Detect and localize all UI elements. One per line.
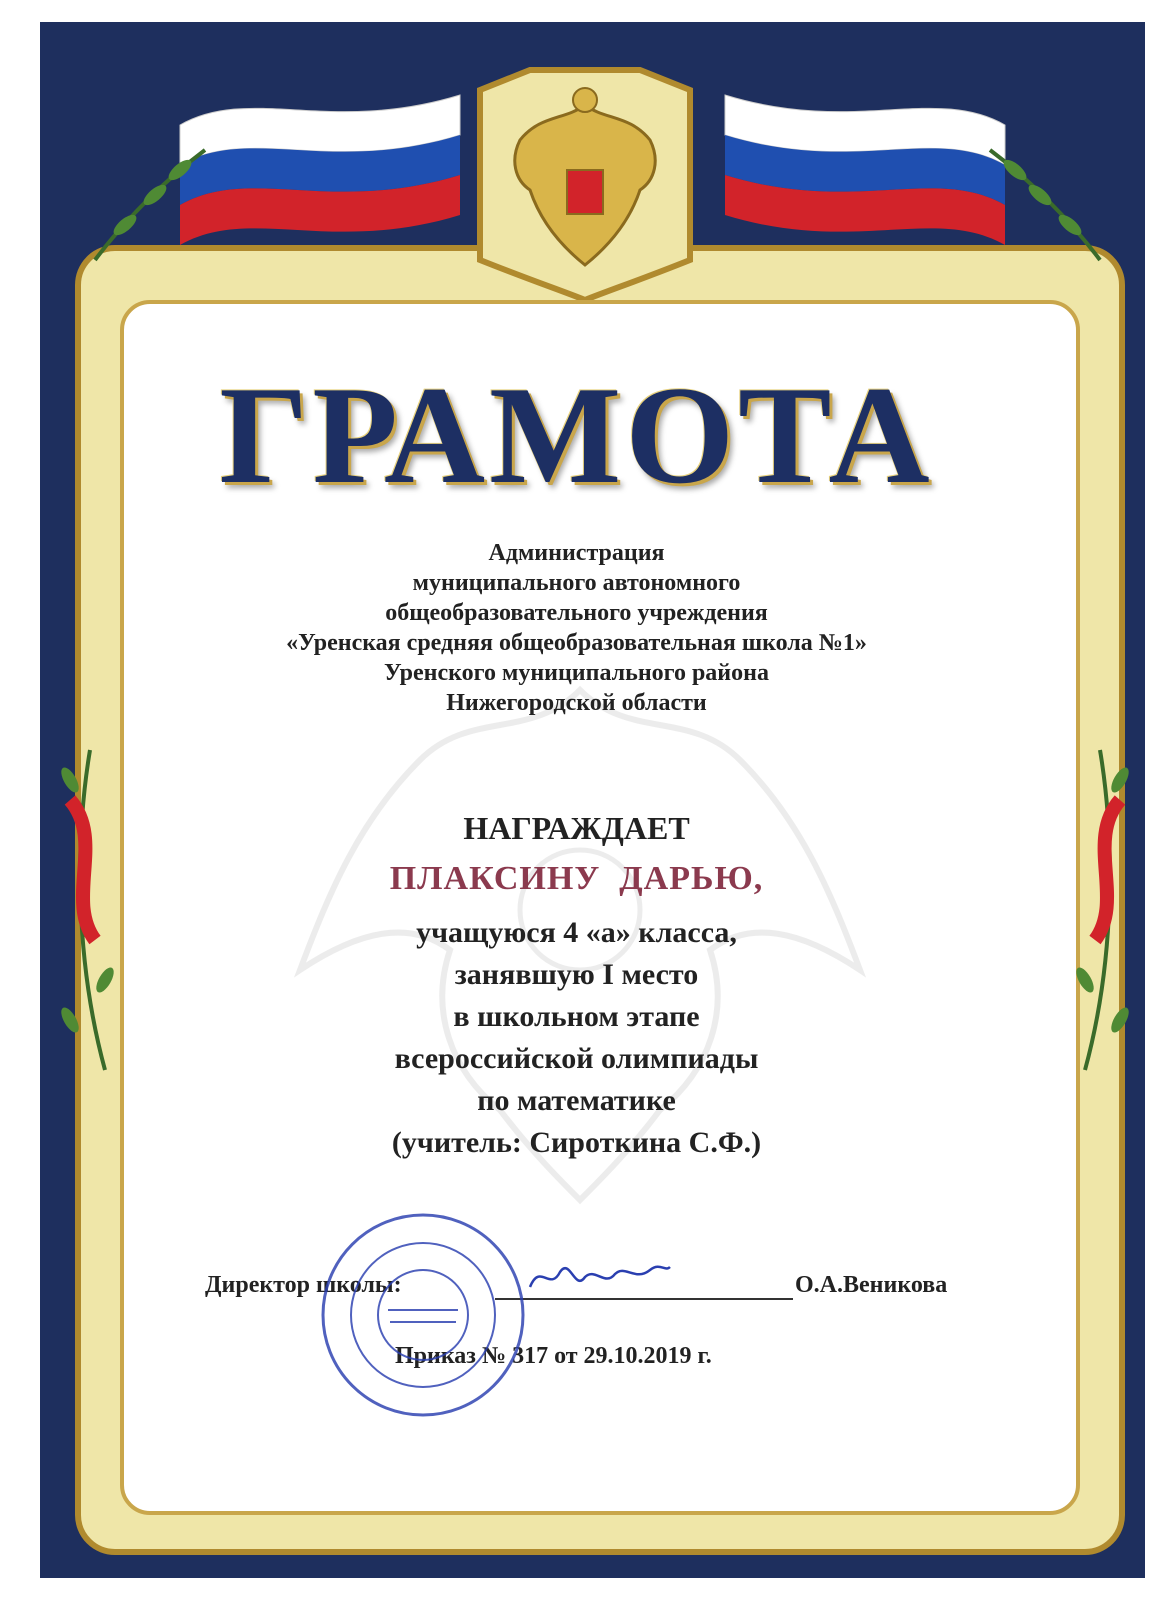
award-details xyxy=(0,912,1153,1164)
russian-flag-icon xyxy=(715,75,1015,255)
detail-line: всероссийской олимпиады xyxy=(394,1042,759,1075)
org-line: Уренского муниципального района xyxy=(384,660,769,686)
awards-label: НАГРАЖДАЕТ xyxy=(463,810,690,846)
org-line: муниципального автономного xyxy=(412,570,741,596)
detail-line: учащуюся 4 «а» класса, xyxy=(416,916,737,949)
signature-icon xyxy=(525,1252,675,1302)
org-line: Администрация xyxy=(488,540,665,566)
laurel-branch-icon xyxy=(85,140,215,270)
coat-of-arms-icon xyxy=(470,60,700,300)
russian-flag-icon xyxy=(170,75,470,255)
recipient-name: ПЛАКСИНУ ДАРЬЮ, xyxy=(389,860,764,897)
org-line: «Уренская средняя общеобразовательная школа №1» xyxy=(286,630,867,656)
detail-line: занявшую I место xyxy=(454,958,699,991)
detail-line: в школьном этапе xyxy=(453,1000,700,1033)
detail-line: (учитель: Сироткина С.Ф.) xyxy=(391,1126,762,1159)
laurel-branch-icon xyxy=(980,140,1110,270)
issuing-organization xyxy=(0,538,1153,718)
school-stamp-icon xyxy=(318,1210,528,1420)
detail-line: по математике xyxy=(477,1084,676,1117)
org-line: общеобразовательного учреждения xyxy=(385,600,768,626)
certificate-title: ГРАМОТА xyxy=(219,358,934,513)
signer-label: Директор школы: xyxy=(205,1272,402,1298)
signer-name: О.А.Веникова xyxy=(795,1272,948,1298)
order-reference: Приказ № 317 от 29.10.2019 г. xyxy=(395,1343,712,1369)
org-line: Нижегородской области xyxy=(446,690,707,716)
